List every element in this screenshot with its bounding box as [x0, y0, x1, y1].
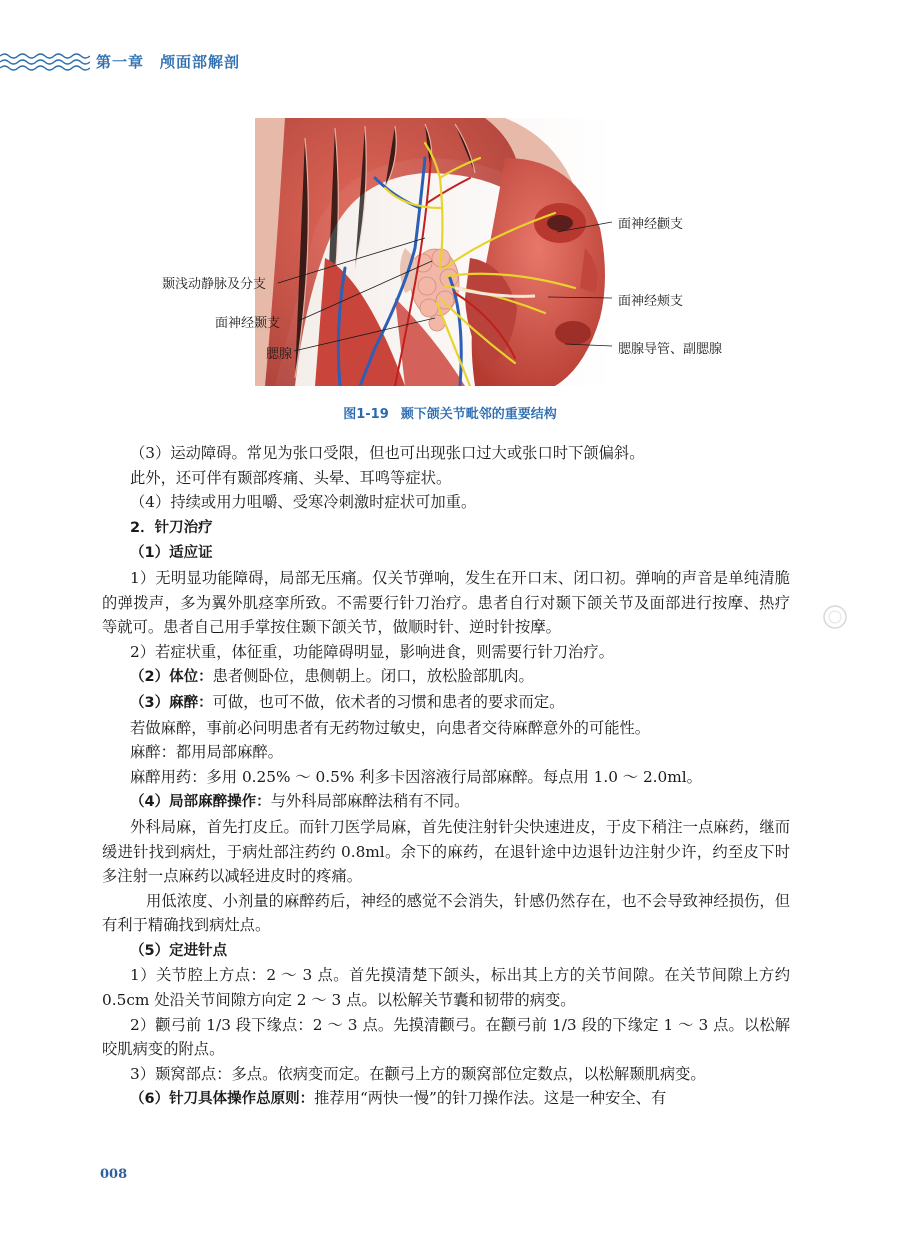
paragraph [102, 1086, 790, 1112]
label-parotid-duct: 腮腺导管、副腮腺 [618, 342, 723, 357]
figure-caption [0, 403, 900, 422]
paragraph [102, 664, 790, 690]
paragraph-text: 用低浓度、小剂量的麻醉药后，神经的感觉不会消失，针感仍然存在，也不会导致神经损伤，但有利于精确找到病灶点。 [102, 891, 790, 935]
wave-ornament-icon [0, 52, 90, 74]
paragraph [102, 815, 790, 889]
paragraph [102, 640, 790, 665]
watermark-stamp-icon [822, 604, 848, 630]
paragraph-text: 若做麻醉，事前必问明患者有无药物过敏史，向患者交待麻醉意外的可能性。 [130, 718, 651, 737]
paragraph-text: 1）关节腔上方点：2 ～ 3 点。首先摸清楚下颌头，标出其上方的关节间隙。在关节间隙上方约 0.5cm 处沿关节间隙方向定 2 ～ 3 点。以松解关节囊和韧带的病变。 [102, 966, 790, 1010]
paragraph-text: 2）颧弓前 1/3 段下缘点：2 ～ 3 点。先摸清颧弓。在颧弓前 1/3 段的下缘定 1 ～ 3 点。以松解咬肌病变的附点。 [102, 1015, 790, 1059]
head-neck-illustration [255, 118, 612, 386]
running-header [0, 48, 900, 78]
paragraph-text: 1）无明显功能障碍，局部无压痛。仅关节弹响，发生在开口末、闭口初。弹响的声音是单纯清脆的弹拨声，多为翼外肌痉挛所致。不需要行针刀治疗。患者自行对颞下颌关节及面部进行按摩、热疗等就可。患者自己用手掌按住颞下颌关节，做顺时针、逆时针按摩。 [102, 568, 790, 637]
paragraph-heading: （2）体位： [130, 669, 213, 686]
paragraph-heading: （3）麻醉： [130, 694, 213, 711]
paragraph-text: 2）若症状重，体征重，功能障碍明显，影响进食，则需要行针刀治疗。 [130, 642, 614, 661]
paragraph [102, 789, 790, 815]
paragraph [102, 889, 790, 938]
paragraph-heading: （4）局部麻醉操作： [130, 794, 271, 811]
paragraph-heading: （1）适应证 [130, 545, 213, 562]
paragraph [102, 765, 790, 790]
paragraph [102, 963, 790, 1012]
paragraph [102, 515, 790, 541]
paragraph-text: 推荐用“两快一慢”的针刀操作法。这是一种安全、有 [314, 1089, 667, 1108]
label-zygomatic-nerve-branch: 面神经颧支 [618, 217, 684, 232]
label-temporal-nerve-branch: 面神经颞支 [215, 316, 281, 331]
label-temporal-vessels: 颞浅动静脉及分支 [162, 277, 267, 292]
paragraph-text: 此外，还可伴有颞部疼痛、头晕、耳鸣等症状。 [130, 468, 452, 487]
paragraph-text: 3）颞窝部点：多点。依病变而定。在颧弓上方的颞窝部位定数点，以松解颞肌病变。 [130, 1064, 706, 1083]
figure-caption-title: 颞下颌关节毗邻的重要结构 [400, 407, 557, 422]
paragraph [102, 740, 790, 765]
paragraph-text: 麻醉用药：多用 0.25% ～ 0.5% 利多卡因溶液行局部麻醉。每点用 1.0 ～ 2.0ml。 [130, 767, 702, 786]
paragraph-text: 与外科局部麻醉法稍有不同。 [270, 792, 470, 811]
body-text [102, 441, 790, 1112]
paragraph-text: （3）运动障碍。常见为张口受限，但也可出现张口过大或张口时下颌偏斜。 [130, 444, 645, 462]
paragraph [102, 540, 790, 566]
paragraph [102, 441, 790, 466]
paragraph-heading: （5）定进针点 [130, 942, 228, 959]
label-parotid-gland: 腮腺 [266, 347, 293, 362]
anatomy-figure [255, 118, 612, 386]
paragraph [102, 938, 790, 964]
paragraph [102, 1062, 790, 1087]
label-buccal-nerve-branch: 面神经颊支 [618, 294, 684, 309]
paragraph-text: 麻醉：都用局部麻醉。 [130, 743, 283, 762]
paragraph [102, 690, 790, 716]
paragraph [102, 566, 790, 640]
page-number: 008 [100, 1167, 128, 1182]
paragraph [102, 1013, 790, 1062]
figure-number: 图1-19 [343, 407, 389, 422]
paragraph-heading: （6）针刀具体操作总原则： [130, 1091, 315, 1108]
chapter-title: 第一章 颅面部解剖 [96, 53, 241, 71]
paragraph [102, 490, 790, 515]
paragraph [102, 716, 790, 741]
paragraph-text: （4）持续或用力咀嚼、受寒冷刺激时症状可加重。 [130, 493, 477, 512]
paragraph-text: 可做，也可不做，依术者的习惯和患者的要求而定。 [212, 692, 565, 711]
paragraph [102, 466, 790, 491]
paragraph-text: 患者侧卧位，患侧朝上。闭口，放松脸部肌肉。 [212, 667, 534, 686]
paragraph-text: 外科局麻，首先打皮丘。而针刀医学局麻，首先使注射针尖快速进皮，于皮下稍注一点麻药，继而缓进针找到病灶，于病灶部注药约 0.8ml。余下的麻药，在退针途中边退针边注射少许，约至皮下时多注射一点麻药以减轻进皮时的疼痛。 [102, 817, 790, 886]
paragraph-heading: 2．针刀治疗 [130, 519, 213, 536]
